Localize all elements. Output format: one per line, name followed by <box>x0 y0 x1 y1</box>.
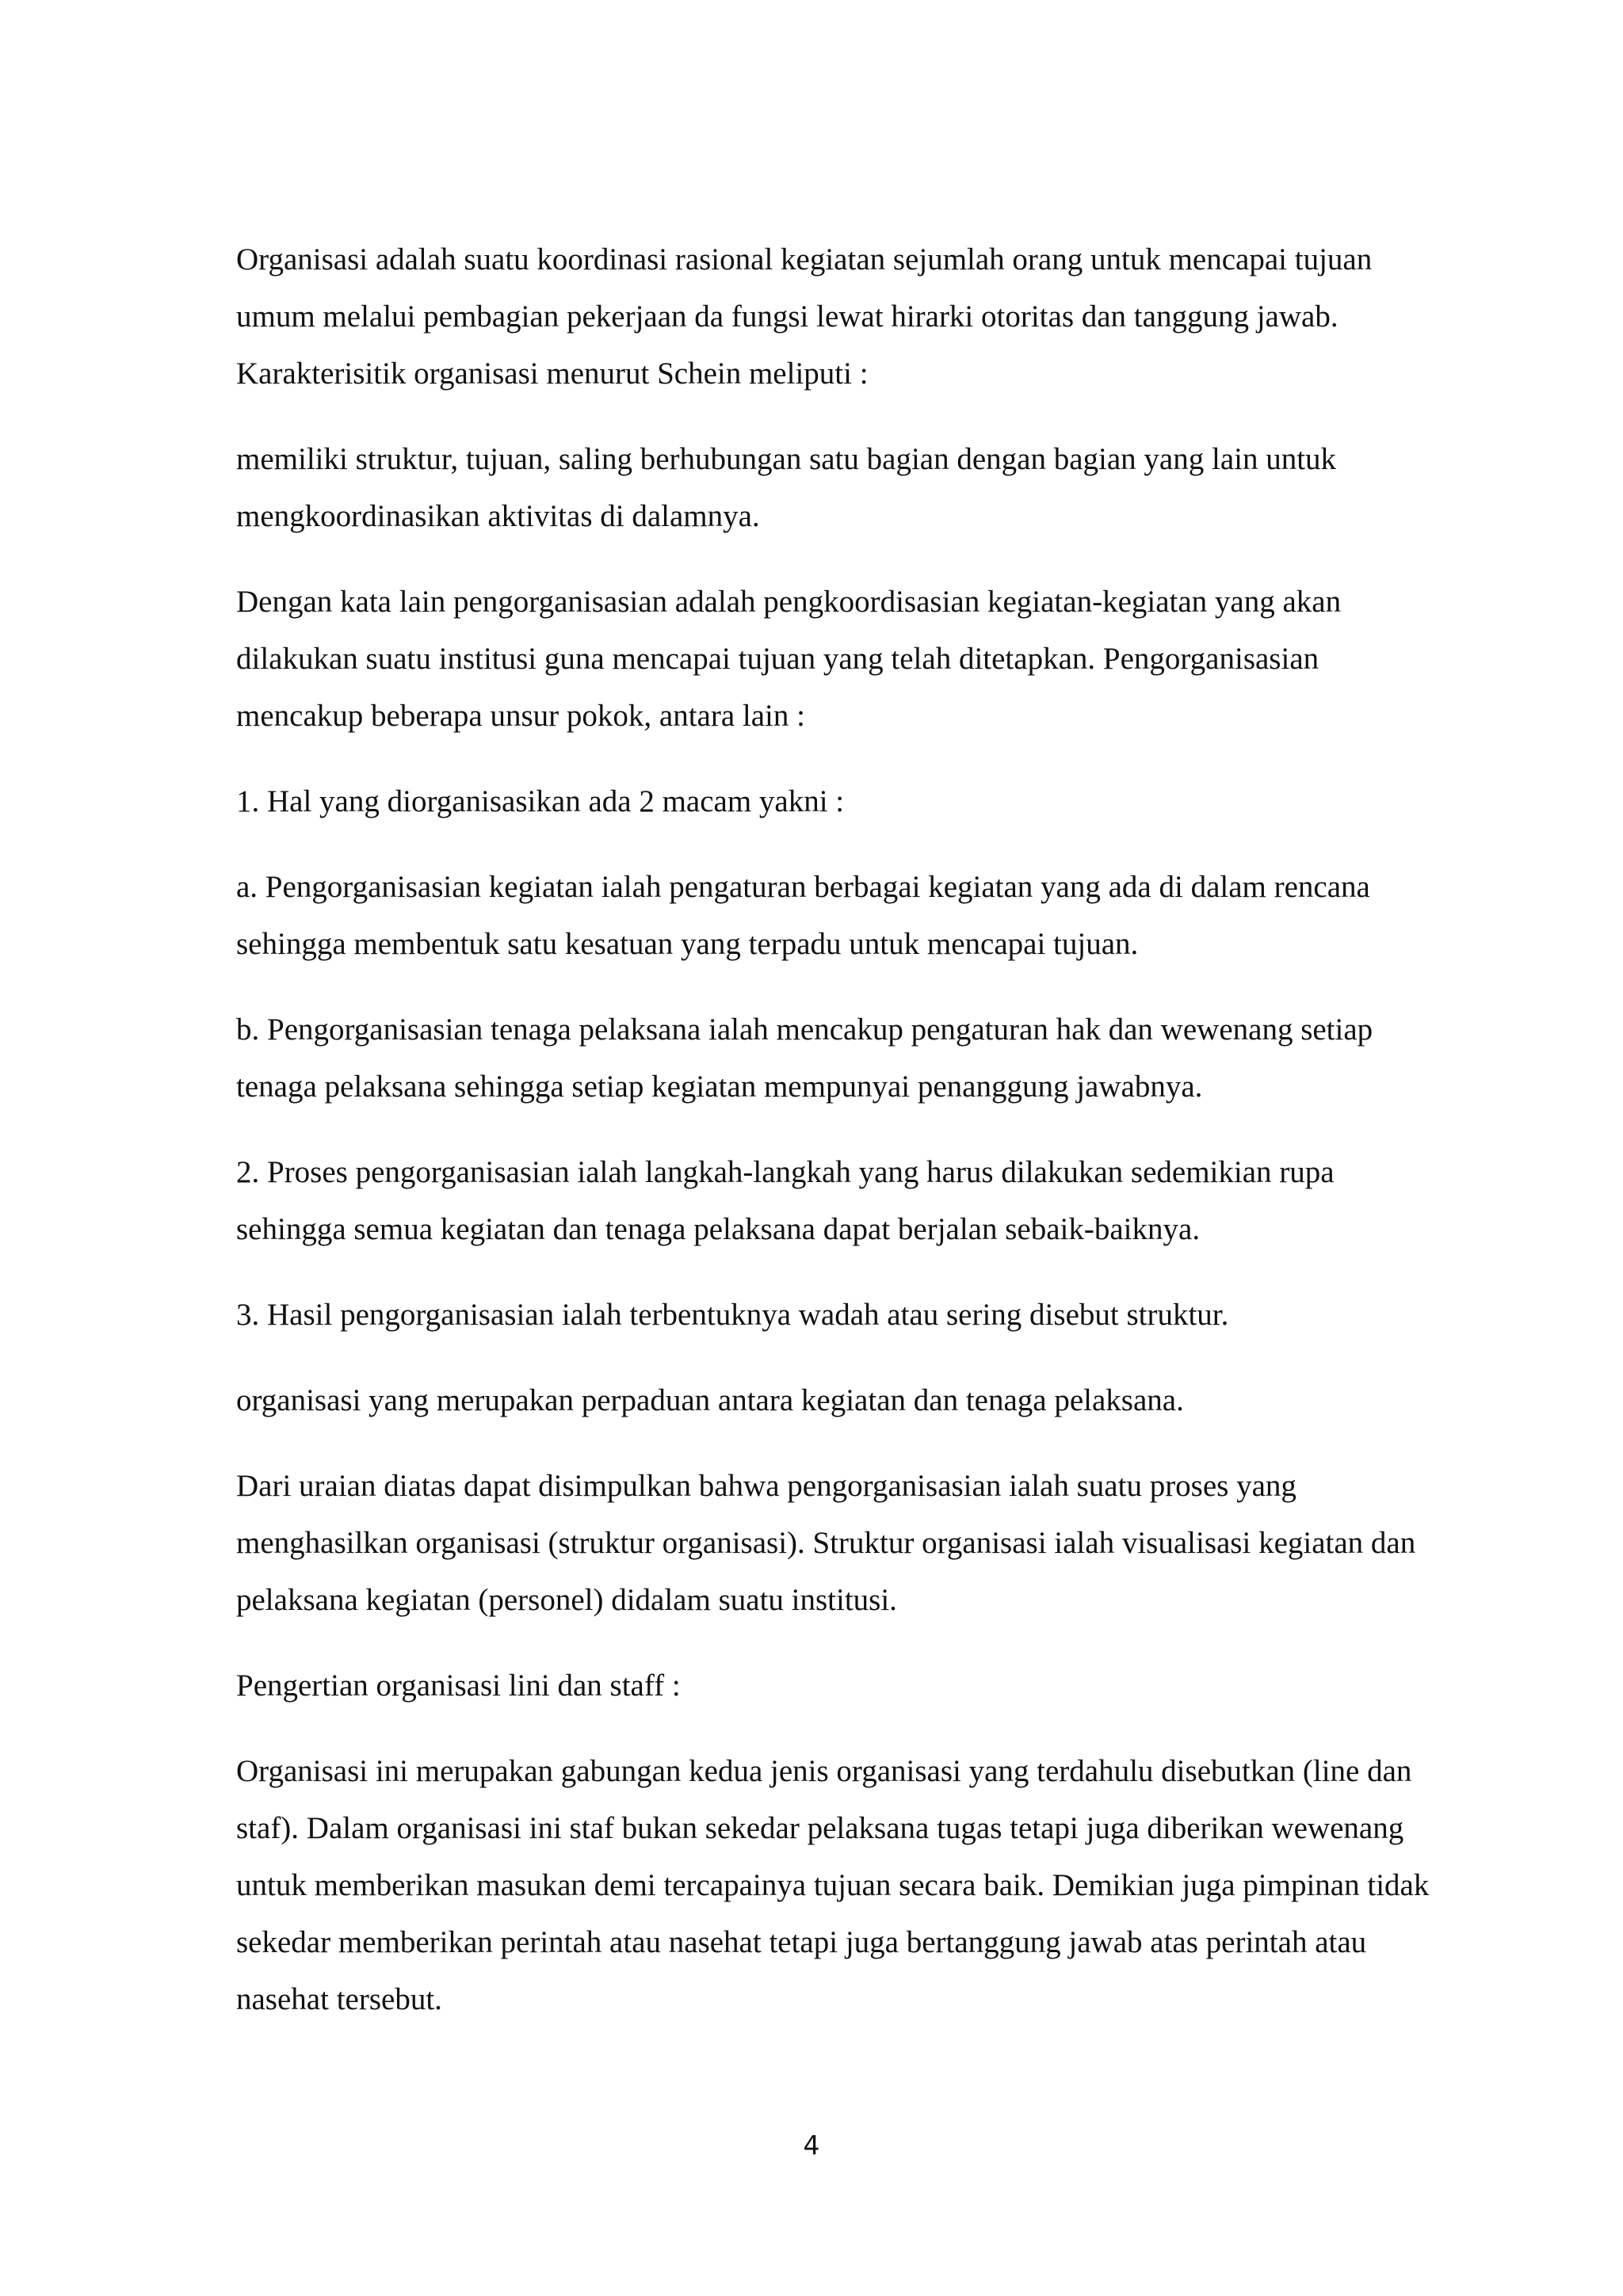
paragraph-pengorganisasian-definition: Dengan kata lain pengorganisasian adalah pengkoordisasian kegiatan-kegiatan yang akan dilakukan suatu institusi guna mencapai tujuan yang telah ditetapkan. Pengorganisasian mencakup beberapa unsur pokok, antara lain : <box>236 585 1342 733</box>
paragraph-struktur-continuation: organisasi yang merupakan perpaduan antara kegiatan dan tenaga pelaksana. <box>236 1383 1184 1417</box>
list-item-1a: a. Pengorganisasian kegiatan ialah pengaturan berbagai kegiatan yang ada di dalam rencana sehingga membentuk satu kesatuan yang terpadu untuk mencapai tujuan. <box>236 870 1370 961</box>
paragraph-lini-staff-heading: Pengertian organisasi lini dan staff : <box>236 1669 681 1703</box>
list-item-2: 2. Proses pengorganisasian ialah langkah-langkah yang harus dilakukan sedemikian rupa sehingga semua kegiatan dan tenaga pelaksana dapat berjalan sebaik-baiknya. <box>236 1155 1335 1246</box>
list-item-1b: b. Pengorganisasian tenaga pelaksana ialah mencakup pengaturan hak dan wewenang setiap tenaga pelaksana sehingga setiap kegiatan mempunyai penanggung jawabnya. <box>236 1013 1373 1104</box>
paragraph-schein-characteristics: memiliki struktur, tujuan, saling berhubungan satu bagian dengan bagian yang lain untuk mengkoordinasikan aktivitas di dalamnya. <box>236 442 1337 533</box>
page-number: 4 <box>803 2130 820 2161</box>
paragraph-organisasi-definition: Organisasi adalah suatu koordinasi rasional kegiatan sejumlah orang untuk mencapai tujuan umum melalui pembagian pekerjaan da fungsi lewat hirarki otoritas dan tanggung jawab. Karakterisitik organisasi menurut Schein meliputi : <box>236 242 1373 391</box>
list-item-3: 3. Hasil pengorganisasian ialah terbentuknya wadah atau sering disebut struktur. <box>236 1298 1229 1332</box>
paragraph-lini-staff-description: Organisasi ini merupakan gabungan kedua jenis organisasi yang terdahulu disebutkan (line dan staf). Dalam organisasi ini staf bukan sekedar pelaksana tugas tetapi juga diberikan wewenang untuk memberikan masukan demi tercapainya tujuan secara baik. Demikian juga pimpinan tidak sekedar memberikan perintah atau nasehat tetapi juga bertanggung jawab atas perintah atau nasehat tersebut. <box>236 1754 1430 2016</box>
document-body <box>236 231 1449 2057</box>
paragraph-conclusion: Dari uraian diatas dapat disimpulkan bahwa pengorganisasian ialah suatu proses yang menghasilkan organisasi (struktur organisasi). Struktur organisasi ialah visualisasi kegiatan dan pelaksana kegiatan (personel) didalam suatu institusi. <box>236 1469 1416 1617</box>
list-item-1: 1. Hal yang diorganisasikan ada 2 macam yakni : <box>236 784 845 818</box>
